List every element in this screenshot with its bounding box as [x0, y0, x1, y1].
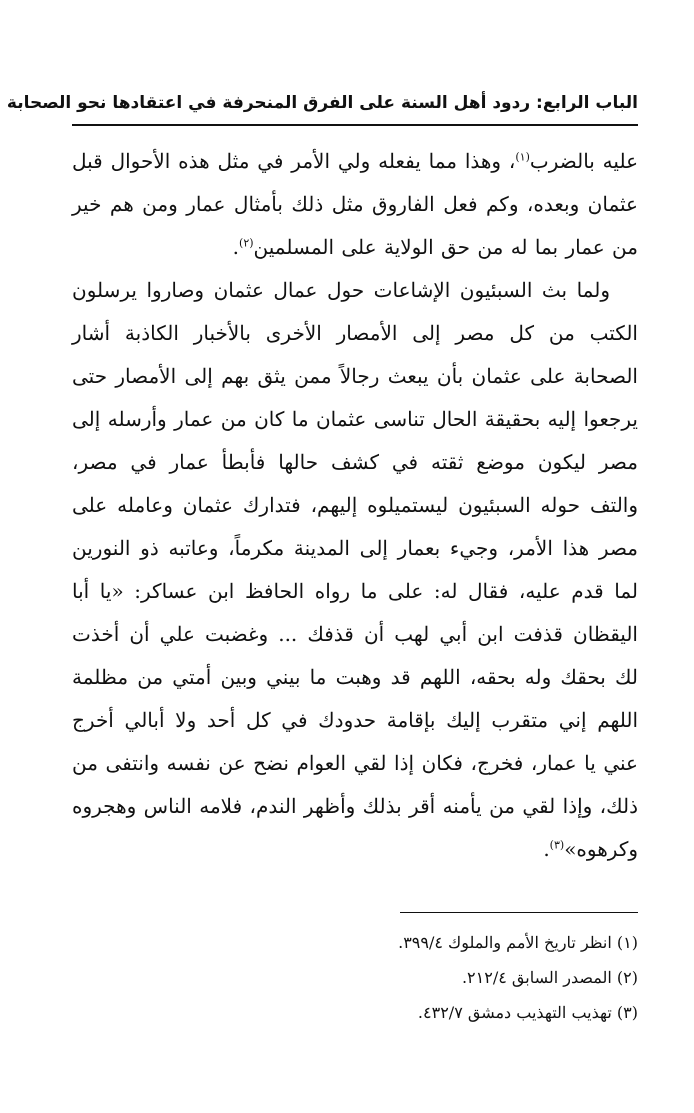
- footnote-ref-3: (٣): [549, 838, 565, 852]
- paragraph-2: [72, 269, 638, 871]
- footnotes: [72, 925, 638, 1030]
- header-rule: [72, 124, 638, 126]
- footnote-ref-1: (١): [515, 150, 530, 164]
- footnote-rule: [400, 912, 638, 913]
- footnote-2: (٢) المصدر السابق ٢١٢/٤.: [461, 968, 638, 987]
- running-header: [6, 88, 638, 118]
- header-title: الباب الرابع: ردود أهل السنة على الفرق المنحرفة في اعتقادها نحو الصحابة: [6, 93, 638, 113]
- paragraph-1-text-b: ، وهذا مما يفعله ولي الأمر في مثل هذه الأحوال قبل عثمان وبعده، وكم فعل الفاروق مثل ذلك بأمثال عمار ومن هم خير من عمار بما له من حق الولاية على المسلمين: [72, 149, 638, 259]
- footnote-ref-2: (٢): [239, 236, 254, 250]
- paragraph-1: [72, 140, 638, 269]
- body-text: [72, 140, 638, 871]
- paragraph-1-text-c: .: [232, 235, 240, 259]
- footnote-1: (١) انظر تاريخ الأمم والملوك ٣٩٩/٤.: [398, 933, 638, 952]
- footnote-3: (٣) تهذيب التهذيب دمشق ٤٣٢/٧.: [417, 1003, 638, 1022]
- paragraph-2-text-a: ولما بث السبئيون الإشاعات حول عمال عثمان وصاروا يرسلون الكتب من كل مصر إلى الأمصار الأخرى بالأخبار الكاذبة أشار الصحابة على عثمان بأن يبعث رجالاً ممن يثق بهم إلى الأمصار حتى يرجعوا إليه بحقيقة الحال تناسى عثمان ما كان من عمار وأرسله إلى مصر ليكون موضع ثقته في كشف حالها فأبطأ عمار في مصر، والتف حوله السبئيون ليستميلوه إليهم، فتدارك عثمان وعامله على مصر هذا الأمر، وجيء بعمار إلى المدينة مكرماً، وعاتبه ذو النورين لما قدم عليه، فقال له: على ما رواه الحافظ ابن عساكر: «يا أبا اليقظان قذفت ابن أبي لهب أن قذفك ... وغضبت علي أن أخذت لك بحقك وله بحقه، اللهم قد وهبت ما بيني وبين أمتي من مظلمة اللهم إني متقرب إليك بإقامة حدودك في كل أحد ولا أبالي أخرج عني يا عمار، فخرج، فكان إذا لقي العوام نضح عن نفسه وانتفى من ذلك، وإذا لقي من يأمنه أقر بذلك وأظهر الندم، فلامه الناس وهجروه وكرهوه»: [72, 278, 638, 861]
- paragraph-2-text-b: .: [543, 837, 550, 861]
- paragraph-1-text-a: عليه بالضرب: [529, 149, 638, 173]
